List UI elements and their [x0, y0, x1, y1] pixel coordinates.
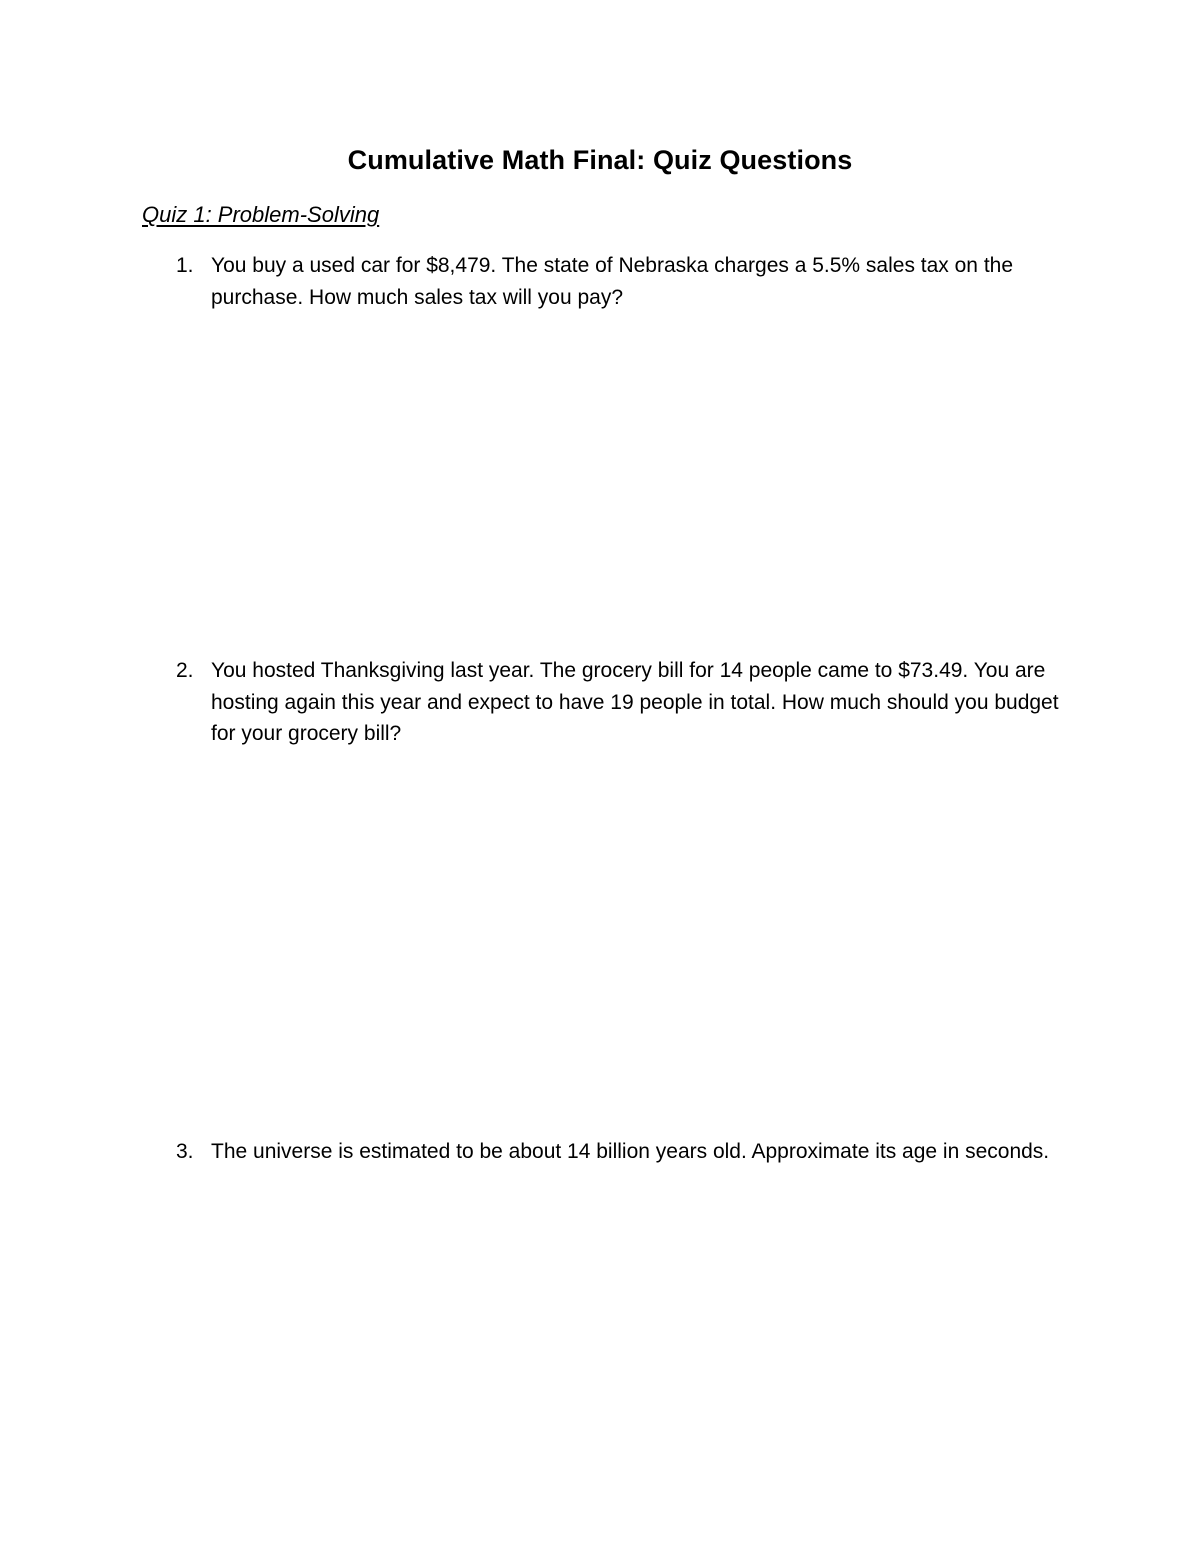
question-number: 2.	[176, 659, 194, 682]
question-number: 1.	[176, 254, 194, 277]
question-text: You hosted Thanksgiving last year. The grocery bill for 14 people came to $73.49. You are hosting again this year and expect to have 19 people in total. How much should you budget for your grocery bill?	[211, 659, 1059, 745]
question-2	[176, 655, 1066, 750]
page-title: Cumulative Math Final: Quiz Questions	[347, 145, 853, 175]
question-1	[176, 250, 1066, 313]
section-heading: Quiz 1: Problem-Solving	[142, 202, 380, 227]
question-text: The universe is estimated to be about 14 billion years old. Approximate its age in seconds.	[211, 1140, 1050, 1163]
question-text: You buy a used car for $8,479. The state of Nebraska charges a 5.5% sales tax on the purchase. How much sales tax will you pay?	[211, 254, 1014, 309]
question-number: 3.	[176, 1140, 194, 1163]
question-3	[176, 1136, 1066, 1168]
